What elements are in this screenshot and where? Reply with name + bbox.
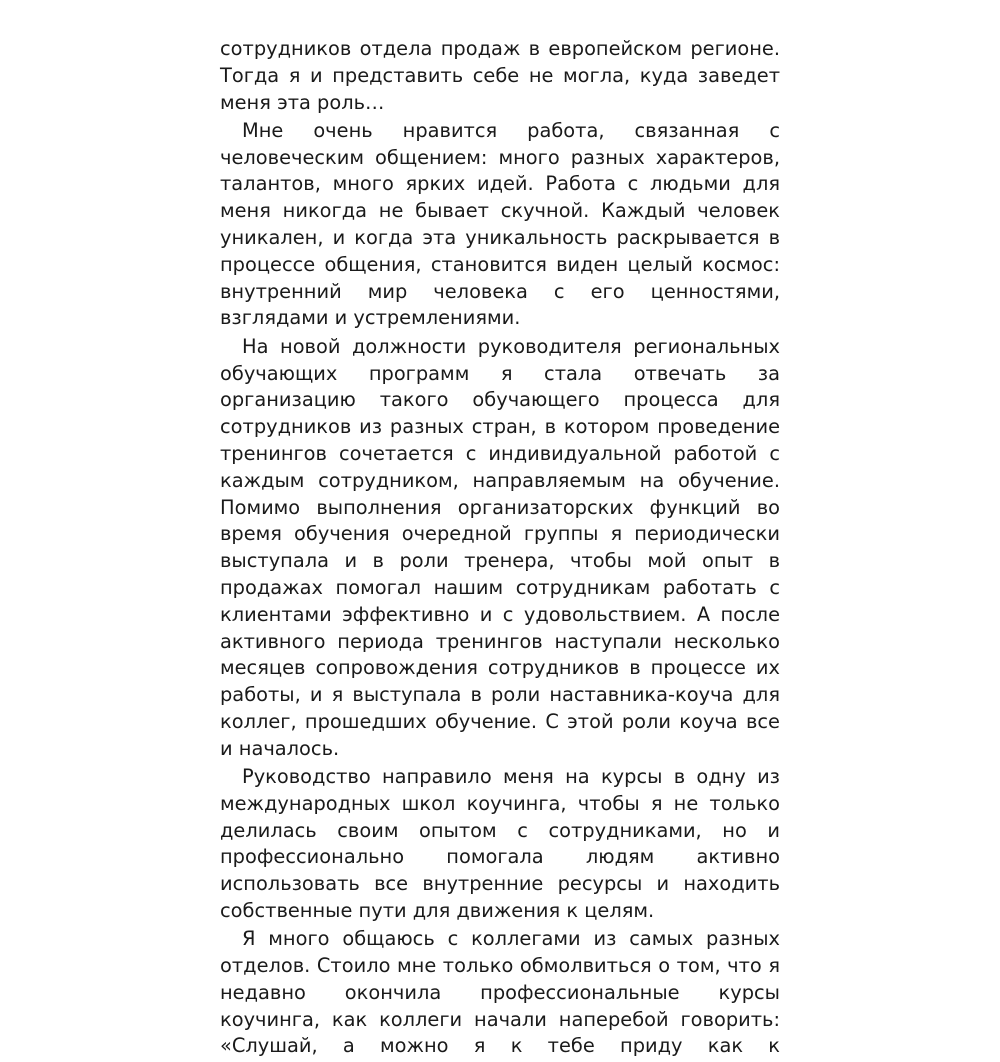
paragraph: Мне очень нравится работа, связанная с человеческим общением: много разных характеров, талантов, много ярких идей. Работа с людьми для меня никогда не бывает скучной. Каждый человек уникален, и когда эта уникальность раскрывается в процессе общения, становится виден целый космос: внутренний мир человека с его ценностями, взглядами и устремлениями. [220,118,780,330]
paragraph-continued: сотрудников отдела продаж в европейском регионе. Тогда я и представить себе не могла, куда заведет меня эта роль… [220,37,780,114]
paragraph-continues-next-page: Я много общаюсь с коллегами из самых разных отделов. Стоило мне только обмолвиться о том, что я недавно окончила профессиональные курсы коучинга, как коллеги начали наперебой говорить: «Слушай, а можно я к тебе приду как к [220,927,780,1058]
paragraph: Руководство направило меня на курсы в одну из международных школ коучинга, чтобы я не только делилась своим опытом с сотрудниками, но и профессионально помогала людям активно использовать все внутренние ресурсы и находить собственные пути для движения к целям. [220,765,780,922]
paragraph: На новой должности руководителя региональных обучающих программ я стала отвечать за организацию такого обучающего процесса для сотрудников из разных стран, в котором проведение тренингов сочетается с индивидуальной работой с каждым сотрудником, направляемым на обучение. Помимо выполнения организаторских функций во время обучения очередной группы я периодически выступала и в роли тренера, чтобы мой опыт в продажах помогал нашим сотрудникам работать с клиентами эффективно и с удовольствием. А после активного периода тренингов наступали несколько месяцев сопровождения сотрудников в процессе их работы, и я выступала в роли наставника-коуча для коллег, прошедших обучение. С этой роли коуча все и началось. [220,334,780,760]
page-text-body [220,36,780,1062]
